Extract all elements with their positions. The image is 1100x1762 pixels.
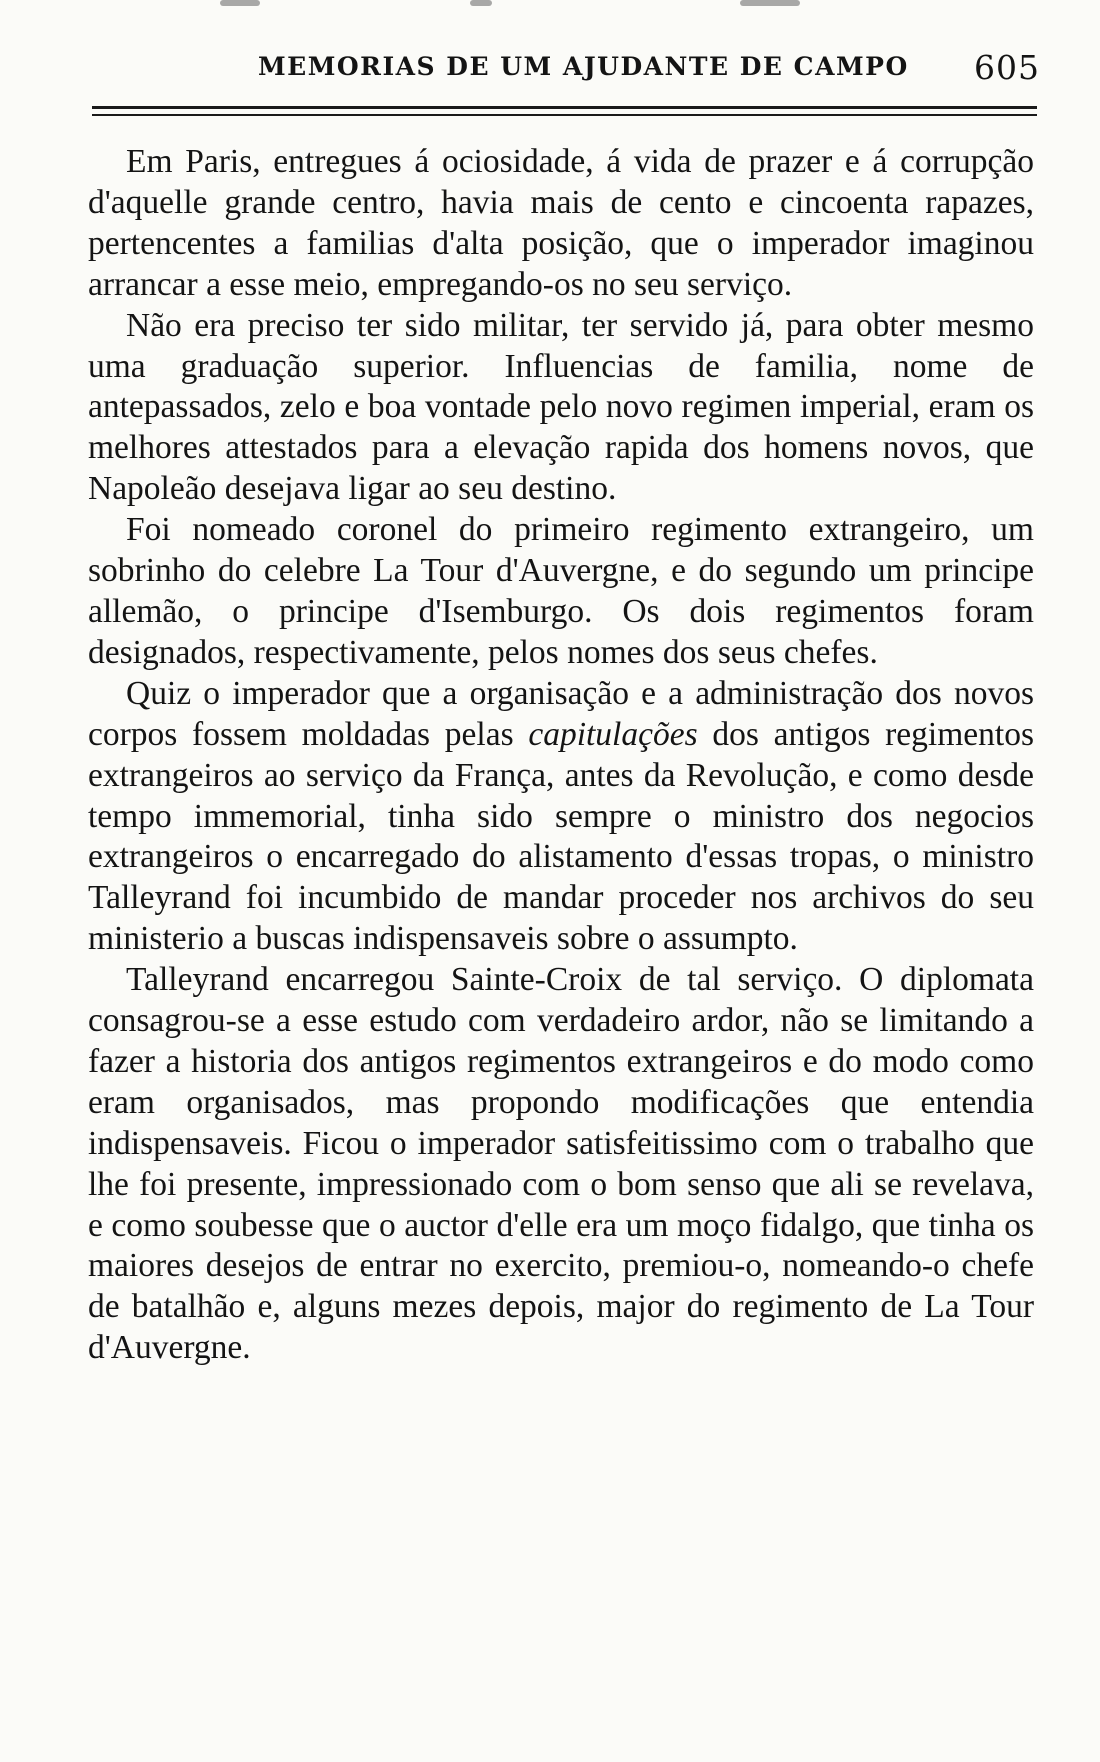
paragraph [88,674,1034,960]
paragraph: Foi nomeado coronel do primeiro regimento extrangeiro, um sobrinho do celebre La Tour d'Auvergne, e do segundo um principe allemão, o principe d'Isemburgo. Os dois regimentos foram designados, respectivamente, pelos nomes dos seus chefes. [88,511,1034,671]
header-rule-thin [92,114,1037,116]
paragraph-text: Quiz o imperador que a organisação e a administração dos novos corpos fossem moldadas pelas [88,674,1034,753]
page-header [88,42,1040,94]
paragraph: Talleyrand encarregou Sainte-Croix de tal serviço. O diplomata consagrou-se a esse estudo com verdadeiro ardor, não se limitando a fazer a historia dos antigos regimentos extrangeiros e do modo como eram organisados, mas propondo modificações que entendia indispensaveis. Ficou o imperador satisfeitissimo com o trabalho que lhe foi presente, impressionado com o bom senso que ali se revelava, e como soubesse que o auctor d'elle era um moço fidalgo, que tinha os maiores desejos de entrar no exercito, premiou-o, nomeando-o chefe de batalhão e, alguns mezes depois, major do regimento de La Tour d'Auvergne. [88,961,1034,1367]
scan-speck [220,0,260,6]
italic-term: capitulações [528,715,698,753]
scan-speck [740,0,800,6]
running-title: MEMORIAS DE UM AJUDANTE DE CAMPO [258,52,909,81]
paragraph-text: dos antigos regimentos extrangeiros ao serviço da França, antes da Revolução, e como desde tempo immemorial, tinha sido sempre o ministro dos negocios extrangeiros o encarregado do alistamento d'essas tropas, o ministro Talleyrand foi incumbido de mandar proceder nos archivos do seu ministerio a buscas indispensaveis sobre o assumpto. [88,715,1034,958]
header-rule [92,106,1037,109]
body-text [88,142,1034,1369]
paragraph: Não era preciso ter sido militar, ter servido já, para obter mesmo uma graduação superior. Influencias de familia, nome de antepassados, zelo e boa vontade pelo novo regimen imperial, eram os melhores attestados para a elevação rapida dos homens novos, que Napoleão desejava ligar ao seu destino. [88,306,1034,508]
paragraph: Em Paris, entregues á ociosidade, á vida de prazer e á corrupção d'aquelle grande centro, havia mais de cento e cincoenta rapazes, pertencentes a familias d'alta posição, que o imperador imaginou arrancar a esse meio, empregando-os no seu serviço. [88,143,1034,303]
page-number: 605 [974,48,1040,87]
scan-speck [470,0,492,6]
